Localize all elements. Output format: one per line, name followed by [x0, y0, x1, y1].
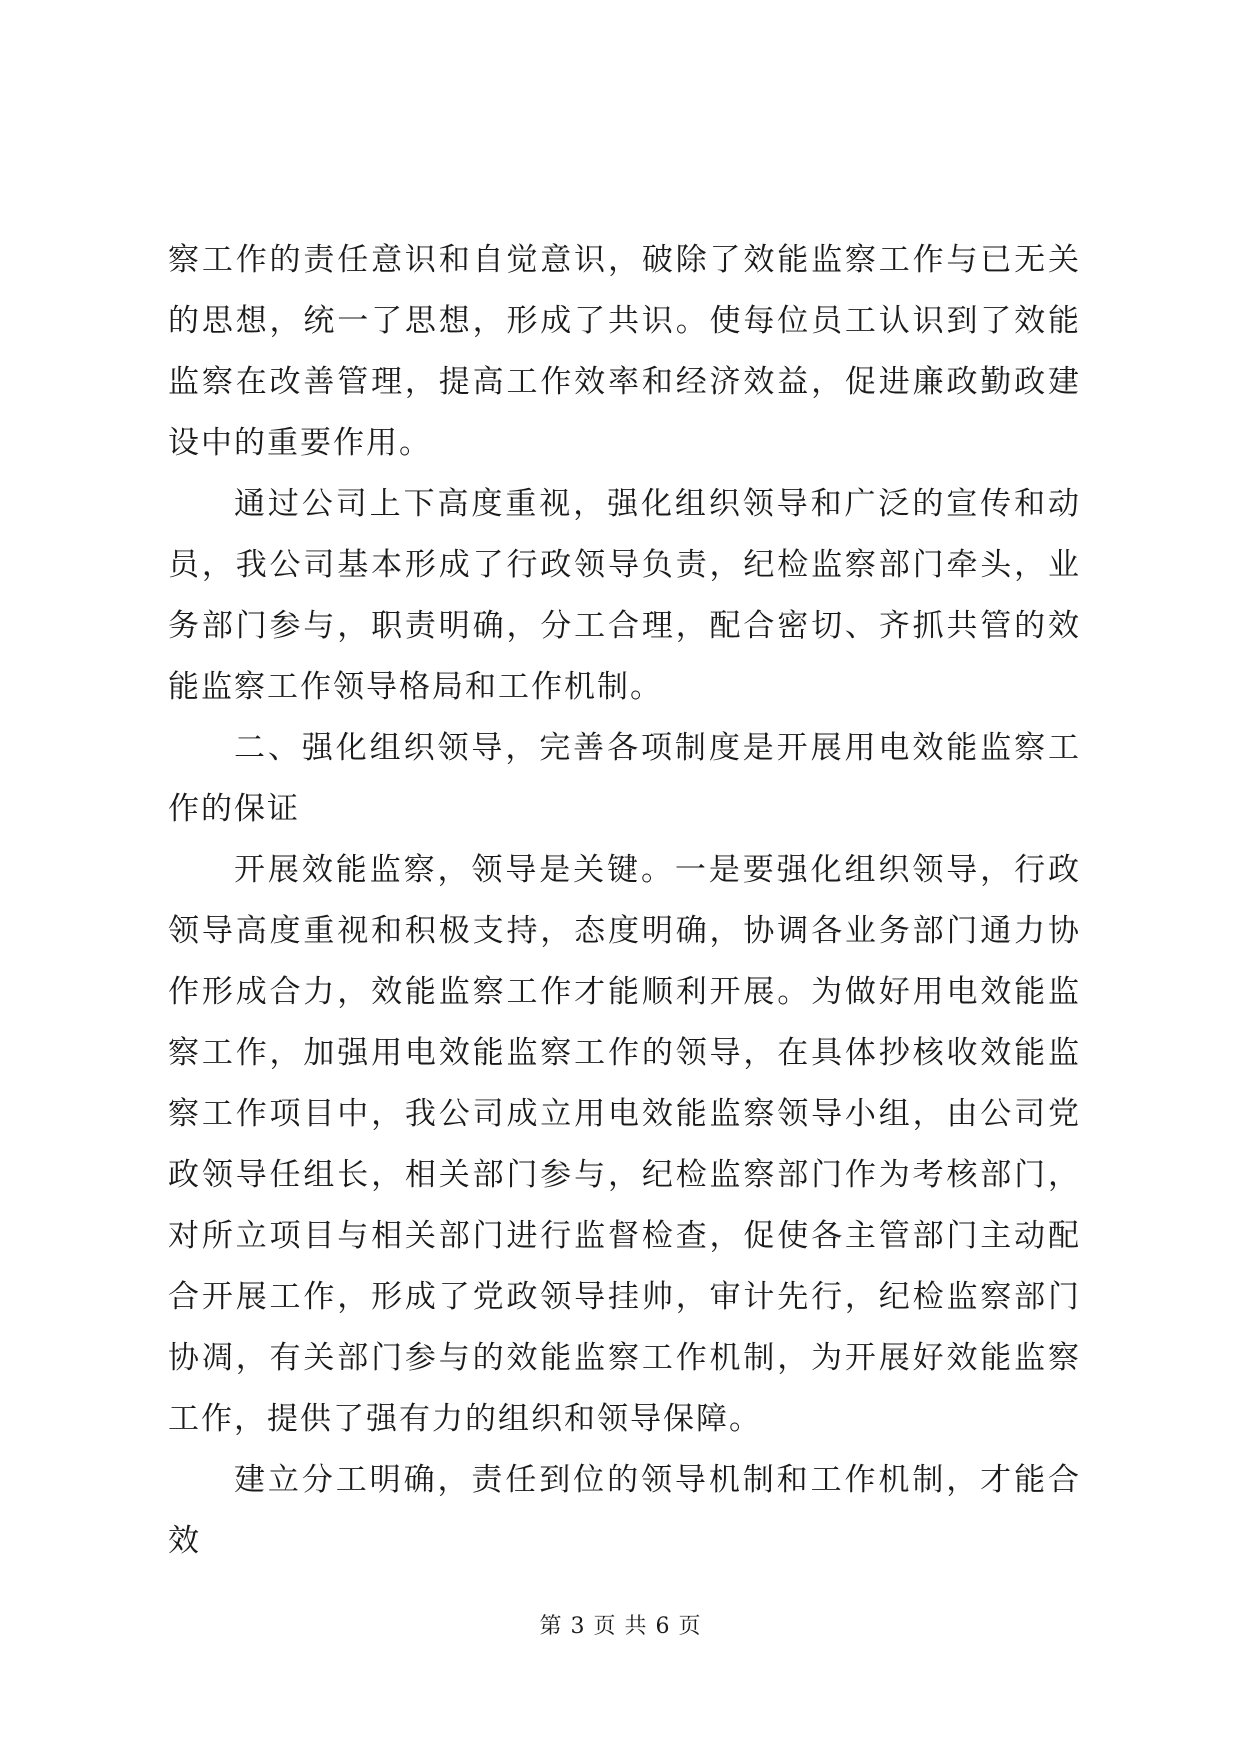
document-body — [168, 230, 1081, 1572]
page-number-footer: 第 3 页 共 6 页 — [539, 1614, 702, 1639]
paragraph-4: 建立分工明确，责任到位的领导机制和工作机制，才能合效 — [168, 1462, 1081, 1559]
paragraph-1: 察工作的责任意识和自觉意识，破除了效能监察工作与已无关的思想，统一了思想，形成了共识。使每位员工认识到了效能监察在改善管理，提高工作效率和经济效益，促进廉政勤政建设中的重要作用。 — [168, 242, 1081, 461]
paragraph-3: 开展效能监察，领导是关键。一是要强化组织领导，行政领导高度重视和积极支持，态度明确，协调各业务部门通力协作形成合力，效能监察工作才能顺利开展。为做好用电效能监察工作，加强用电效能监察工作的领导，在具体抄核收效能监察工作项目中，我公司成立用电效能监察领导小组，由公司党政领导任组长，相关部门参与，纪检监察部门作为考核部门，对所立项目与相关部门进行监督检查，促使各主管部门主动配合开展工作，形成了党政领导挂帅，审计先行，纪检监察部门协凋，有关部门参与的效能监察工作机制，为开展好效能监察工作，提供了强有力的组织和领导保障。 — [168, 852, 1081, 1437]
section-heading: 二、强化组织领导，完善各项制度是开展用电效能监察工作的保证 — [168, 730, 1081, 827]
paragraph-2: 通过公司上下高度重视，强化组织领导和广泛的宣传和动员，我公司基本形成了行政领导负责，纪检监察部门牵头，业务部门参与，职责明确，分工合理，配合密切、齐抓共管的效能监察工作领导格局和工作机制。 — [168, 486, 1081, 705]
